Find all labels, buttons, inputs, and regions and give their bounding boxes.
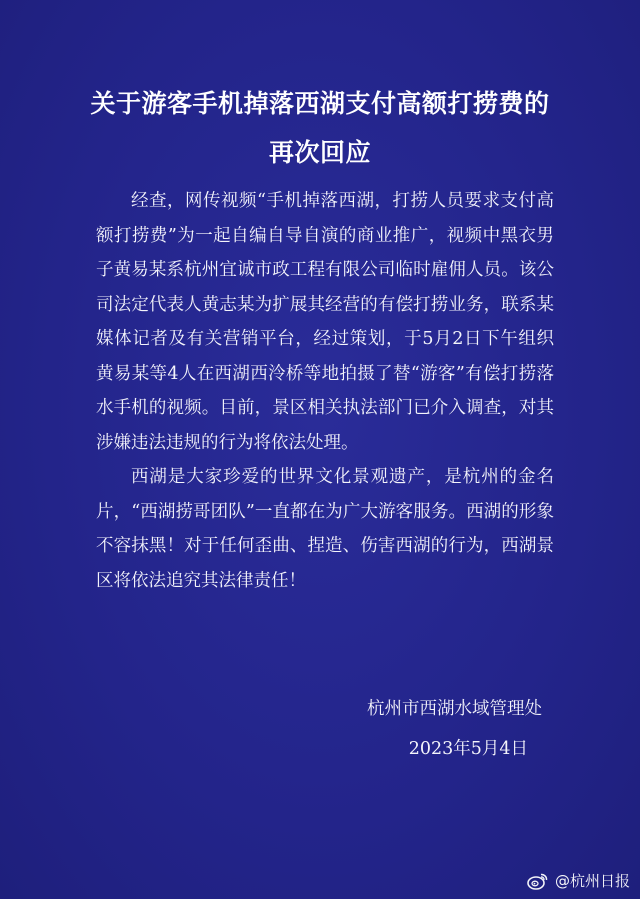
signature-date: 2023年5月4日 <box>408 739 528 759</box>
watermark <box>527 870 630 891</box>
weibo-icon <box>527 872 549 890</box>
notice-title-line-1: 关于游客手机掉落西湖支付高额打捞费的 <box>90 89 550 118</box>
signature-organization: 杭州市西湖水域管理处 <box>367 699 542 719</box>
notice-title-line-2: 再次回应 <box>268 138 371 167</box>
body-paragraph-1: 经查，网传视频“手机掉落西湖，打捞人员要求支付高额打捞费”为一起自编自导自演的商业推广，视频中黑衣男子黄易某系杭州宜诚市政工程有限公司临时雇佣人员。该公司法定代表人黄志某为扩展其经营的有偿打捞业务，联系某媒体记者及有关营销平台，经过策划，于5月2日下午组织黄易某等4人在西湖西泠桥等地拍摄了替“游客”有偿打捞落水手机的视频。目前，景区相关执法部门已介入调查，对其涉嫌违法违规的行为将依法处理。 <box>96 191 554 453</box>
body-paragraph-2: 西湖是大家珍爱的世界文化景观遗产，是杭州的金名片，“西湖捞哥团队”一直都在为广大游客服务。西湖的形象不容抹黑！对于任何歪曲、捏造、伤害西湖的行为，西湖景区将依法追究其法律责任！ <box>96 467 554 591</box>
watermark-text: @杭州日报 <box>554 872 630 890</box>
notice-body <box>96 184 554 598</box>
